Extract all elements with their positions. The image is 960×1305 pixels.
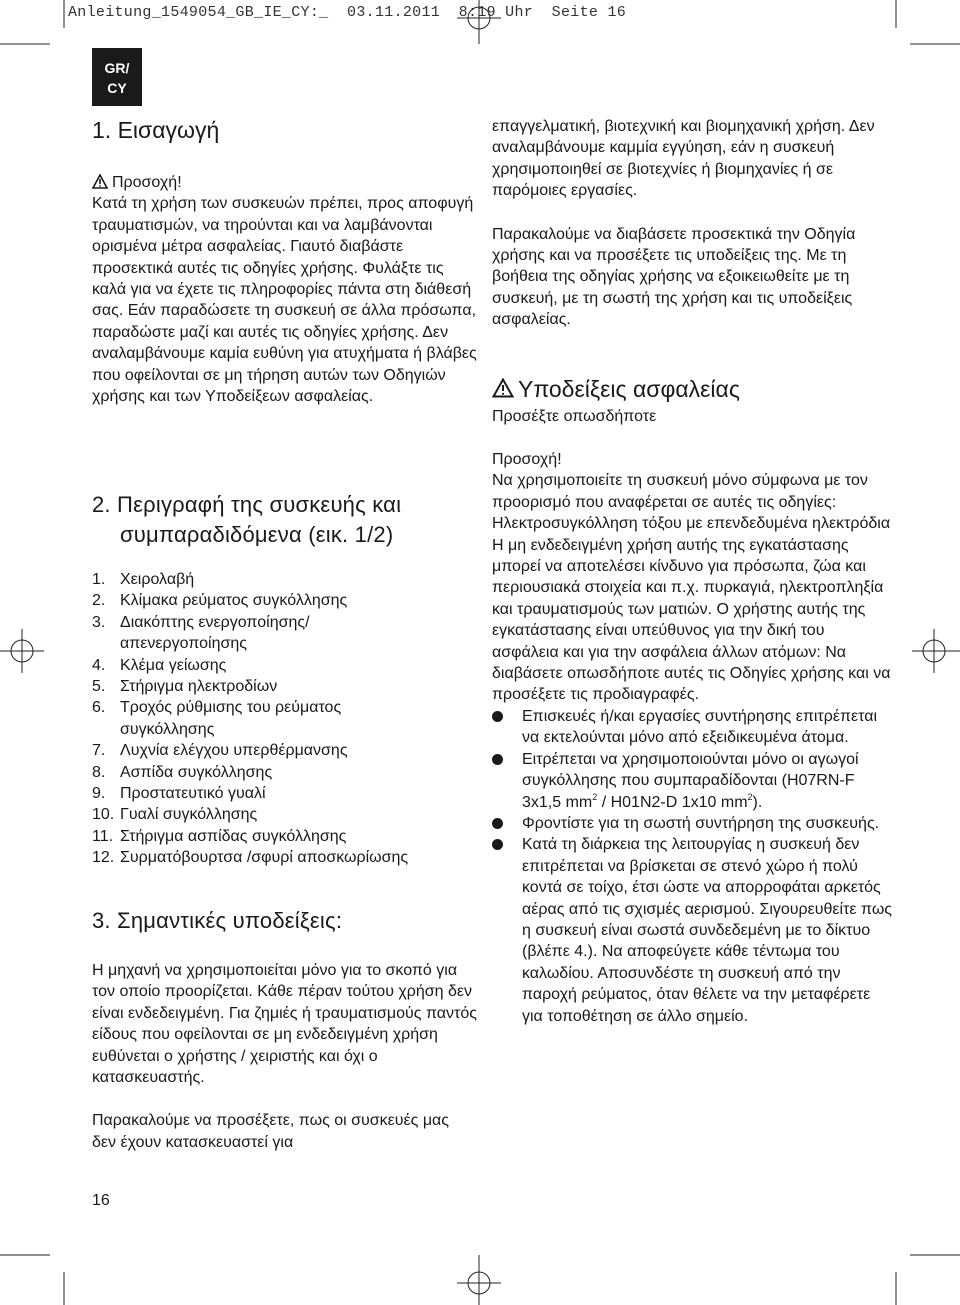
language-badge-line1: GR/ [104,60,130,76]
section2-heading [92,490,401,550]
warning-triangle-icon [92,174,108,189]
list-item: 4. Κλέμα γείωσης [92,656,227,674]
intro-heading: 1. Εισαγωγή [92,117,220,143]
section3-paragraph-2: Παρακαλούμε να προσέξετε, πως οι συσκευές μας δεν έχουν κατασκευαστεί για [92,1112,450,1151]
safety-body: Να χρησιμοποιείτε τη συσκευή μόνο σύμφωνα με τον προορισμό που αναφέρεται σε αυτές τις οδηγίες: Ηλεκτροσυγκόλληση τόξου με επενδεδυμένα ηλεκτρόδια Η μη ενδεδειγμένη χρήση αυτής της εγκατάστασης μπορεί να αποτελέσει κίνδυνο για πρόσωπα, ζώα και περιουσιακά στοιχεία και π.χ. πυρκαγιά, ηλεκτροπληξία και τραυματισμούς των ματιών. Ο χρήστης αυτής της εγκατάστασης είναι υπεύθυνος για την δική του ασφάλεια και για την ασφάλεια άλλων ατόμων: Να διαβάσετε οπωσδήποτε αυτές τις Οδηγίες χρήσης και να προσέξετε τις προδιαγραφές. [492,472,891,704]
list-item: 12. Συρματόβουρτσα /σφυρί αποσκωρίωσης [92,849,409,867]
safety-warning-label: Προσοχή! [492,451,562,468]
intro-body: Κατά τη χρήση των συσκευών πρέπει, προς αποφυγή τραυματισμών, να τηρούνται και να λαμβάνονται ορισμένα μέτρα ασφαλείας. Γιαυτό διαβάστε προσεκτικά αυτές τις οδηγίες χρήσης. Φυλάξτε τις καλά για να έχετε τις πληροφορίες πάντα στη διάθεσή σας. Εάν παραδώσετε τη συσκευή σε άλλα πρόσωπα, παραδώστε μαζί και αυτές τις οδηγίες χρήσης. Δεν αναλαμβάνουμε καμία ευθύνη για ατυχήματα ή βλάβες που οφείλονται σε μη τήρηση αυτών των Οδηγιών χρήσης και των Υποδείξεων ασφαλείας. [92,195,477,406]
list-item: 8. Ασπίδα συγκόλλησης [92,763,273,781]
list-item: Ειτρέπεται να χρησιμοποιούνται μόνο οι αγωγοί συγκόλλησης που συμπαραδίδονται (H07RN-F 3x1,5 $mm^2 / H01N2-D$ 1x10 $mm^2$). [492,749,892,813]
bullet-icon [492,813,522,834]
print-header: Anleitung_1549054_GB_IE_CY:_ 03.11.2011 8:19 Uhr Seite 16 [68,4,627,21]
list-item: 1. Χειρολαβή [92,571,195,588]
right-intro-block [492,116,892,331]
right-paragraph-2: Παρακαλούμε να διαβάσετε προσεκτικά την Οδηγία χρήσης και να προσέξετε τις υποδείξεις της. Με τη βοήθεια της οδηγίας χρήσης να εξοικειωθείτε με τη συσκευή, με τη σωστή της χρήση και τις υποδείξεις ασφαλείας. [492,225,856,329]
list-item: Επισκευές ή/και εργασίες συντήρησης επιτρέπεται να εκτελούνται μόνο από εξειδικευμένα άτομα. [492,706,892,749]
section3-block [92,960,477,1153]
bullet-icon [492,834,522,1027]
section3-heading: 3. Σημαντικές υποδείξεις: [92,908,343,933]
section3-paragraph-1: Η μηχανή να χρησιμοποιείται μόνο για το σκοπό για τον οποίο προορίζεται. Κάθε πέραν τούτου χρήση δεν είναι ενδεδειγμένη. Για ζημιές ή τραυματισμούς παντός είδους που οφείλονται σε μη ενδεδειγμένη χρήση ευθύνεται ο χρήστης / χειριστής και όχι ο κατασκευαστής. [92,962,477,1087]
safety-heading [492,374,740,404]
intro-warning-label: Προσοχή! [112,174,182,191]
list-item: 7. Λυχνία ελέγχου υπερθέρμανσης [92,742,348,760]
warning-triangle-icon [492,378,514,398]
list-item: 5. Στήριγμα ηλεκτροδίων [92,678,278,696]
list-item: 3. Διακόπτης ενεργοποίησης/απενεργοποίησης [92,613,310,653]
list-item: 6. Τροχός ρύθμισης του ρεύματος συγκόλλησης [92,699,342,738]
page-number: 16 [92,1192,110,1209]
list-item: Κατά τη διάρκεια της λειτουργίας η συσκευή δεν επιτρέπεται να βρίσκεται σε στενό χώρο ή πολύ κοντά σε τοίχο, έτσι ώστε να απορροφάται αρκετός αέρας από τις σχισμές αερισμού. Σιγουρευθείτε πως η συσκευή είναι σωστά συνδεδεμένη με το δίκτυο (βλέπε 4.). Να αποφεύγετε κάθε τέντωμα του καλωδίου. Αποσυνδέστε τη συσκευή από την παροχή ρεύματος, όταν θέλετε να την μεταφέρετε για τοποθέτηση σε άλλο σημείο. [492,834,892,1027]
list-item: 2. Κλίμακα ρεύματος συγκόλλησης [92,592,348,610]
safety-heading-text: Υποδείξεις ασφαλείας [518,376,740,402]
safety-bullets [492,706,892,1027]
bullet-icon [492,749,522,813]
language-badge [92,48,142,106]
language-badge-line2: CY [107,80,127,96]
right-paragraph-1: επαγγελματική, βιοτεχνική και βιομηχανική χρήση. Δεν αναλαμβάνουμε καμμία εγγύηση, εάν η συσκευή χρησιμοποιηθεί σε βιοτεχνίες ή βιομηχανίες ή σε παρόμοιες εργασίες. [492,118,875,200]
section2-heading-line2: συμπαραδιδόμενα (εικ. 1/2) [120,522,394,547]
intro-warning [92,172,477,193]
list-item: 10. Γυαλί συγκόλλησης [92,806,258,824]
safety-subtitle: Προσέξτε οπωσδήποτε [492,408,657,425]
bullet-icon [492,706,522,749]
list-item: 11. Στήριγμα ασπίδας συγκόλλησης [92,827,347,845]
section2-heading-line1: 2. Περιγραφή της συσκευής και [92,492,402,517]
list-item: 9. Προστατευτικό γυαλί [92,785,266,803]
safety-block [492,449,892,1027]
list-item: Φροντίστε για τη σωστή συντήρηση της συσκευής. [492,813,892,834]
intro-block [92,172,477,407]
parts-list [92,569,477,869]
